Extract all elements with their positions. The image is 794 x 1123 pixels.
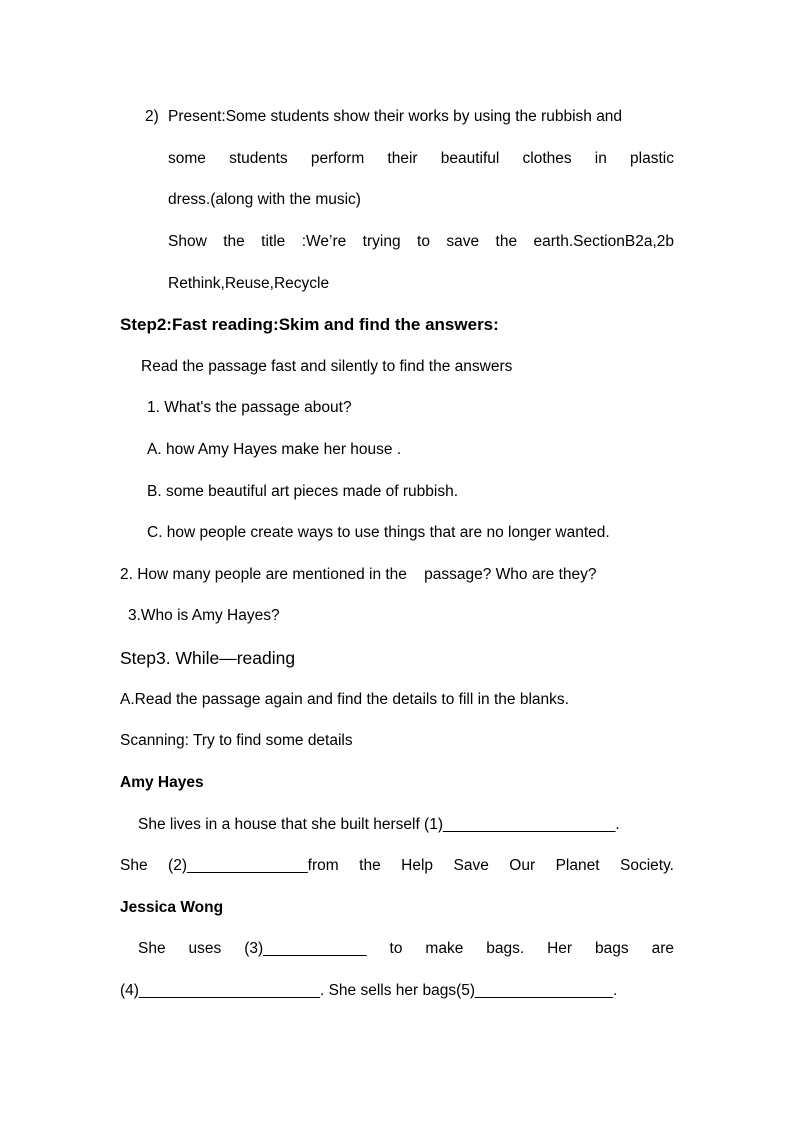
item-number: 2)	[145, 108, 159, 125]
task-a: A.Read the passage again and find the details to fill in the blanks.	[120, 691, 569, 708]
option-c: C. how people create ways to use things that are no longer wanted.	[147, 524, 610, 541]
present-line-1: Present:Some students show their works by using the rubbish and	[168, 108, 623, 125]
jessica-line-2: (4)_____________________. She sells her bags(5)________________.	[120, 982, 618, 999]
present-line-3: dress.(along with the music)	[168, 191, 361, 208]
question-1: 1. What's the passage about?	[147, 399, 352, 416]
scanning-instruction: Scanning: Try to find some details	[120, 732, 353, 749]
option-a: A. how Amy Hayes make her house .	[147, 441, 402, 458]
person-name-amy: Amy Hayes	[120, 774, 204, 791]
question-2: 2. How many people are mentioned in the passage? Who are they?	[120, 566, 597, 583]
jessica-line-1: She uses (3)____________ to make bags. Her bags are	[138, 940, 674, 957]
option-b: B. some beautiful art pieces made of rubbish.	[147, 483, 459, 500]
step3-heading: Step3. While—reading	[120, 648, 296, 668]
present-line-2: some students perform their beautiful clothes in plastic	[168, 150, 674, 167]
amy-line-1: She lives in a house that she built herself (1)____________________.	[138, 816, 620, 833]
person-name-jessica: Jessica Wong	[120, 899, 224, 916]
step2-heading: Step2:Fast reading:Skim and find the answers:	[120, 315, 499, 334]
amy-line-2: She (2)______________from the Help Save Our Planet Society.	[120, 857, 674, 874]
present-line-5: Rethink,Reuse,Recycle	[168, 275, 330, 292]
question-3: 3.Who is Amy Hayes?	[128, 607, 280, 624]
present-line-4: Show the title :We’re trying to save the earth.SectionB2a,2b	[168, 233, 674, 250]
step2-instruction: Read the passage fast and silently to find the answers	[141, 358, 513, 375]
